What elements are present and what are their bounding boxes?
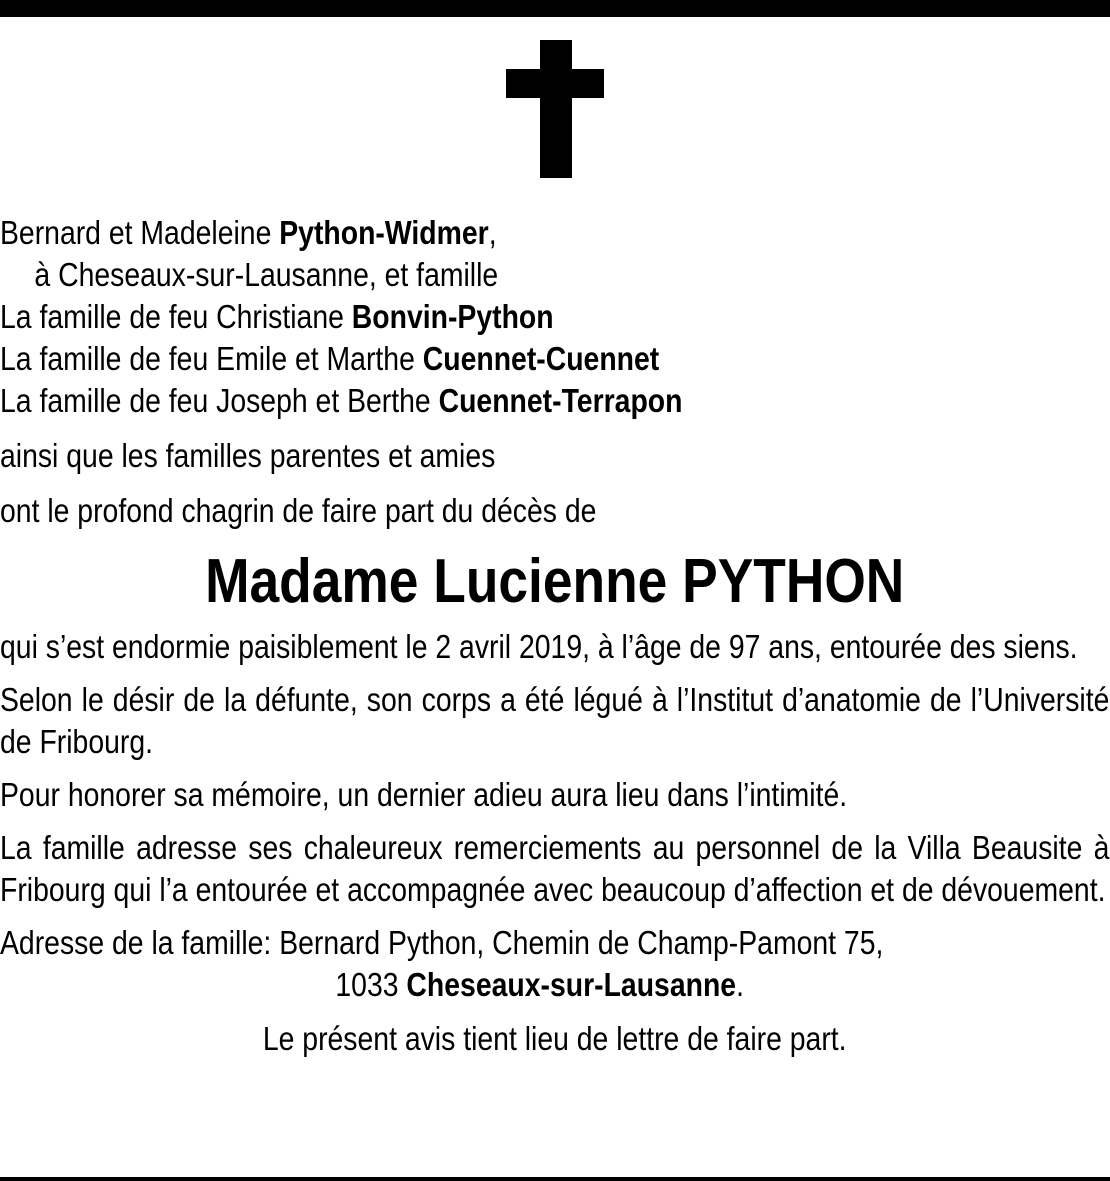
closing-notice: Le présent avis tient lieu de lettre de faire part. [262,1020,847,1057]
family-name: Bonvin-Python [351,298,554,335]
family-line-location: à Cheseaux-sur-Lausanne, et famille [34,256,499,293]
cross-icon [0,0,1110,180]
family-line-bonvin-python: La famille de feu Christiane Bonvin-Python [0,298,554,335]
address-line-2: 1033 Cheseaux-sur-Lausanne. [335,966,744,1003]
family-line-python-widmer: Bernard et Madeleine Python-Widmer, [0,214,497,251]
bottom-rule [0,1177,1110,1181]
obituary-content [0,212,1110,1060]
family-name: Python-Widmer [279,214,489,251]
family-line-cuennet-cuennet: La famille de feu Emile et Marthe Cuennet-Cuennet [0,340,660,377]
farewell-paragraph: Pour honorer sa mémoire, un dernier adieu aura lieu dans l’intimité. [0,776,848,813]
relatives-line: ainsi que les familles parentes et amies [0,437,496,474]
body-donation-paragraph: Selon le désir de la défunte, son corps a été légué à l’Institut d’anatomie de l’Université de Fribourg. [0,681,1110,760]
thanks-paragraph: La famille adresse ses chaleureux remerciements au personnel de la Villa Beausite à Fribourg qui l’a entourée et accompagnée avec beaucoup d’affection et de dévouement. [0,829,1110,908]
family-name: Cuennet-Cuennet [422,340,660,377]
family-name: Cuennet-Terrapon [438,382,683,419]
announcement-line: ont le profond chagrin de faire part du décès de [0,492,597,529]
death-paragraph: qui s’est endormie paisiblement le 2 avril 2019, à l’âge de 97 ans, entourée des siens. [0,628,1078,665]
address-city: Cheseaux-sur-Lausanne [406,966,737,1003]
deceased-name: Madame Lucienne PYTHON [205,547,905,616]
family-line-cuennet-terrapon: La famille de feu Joseph et Berthe Cuennet-Terrapon [0,382,683,419]
family-address [0,922,1109,1006]
address-line-1: Adresse de la famille: Bernard Python, Chemin de Champ-Pamont 75, [0,924,884,961]
